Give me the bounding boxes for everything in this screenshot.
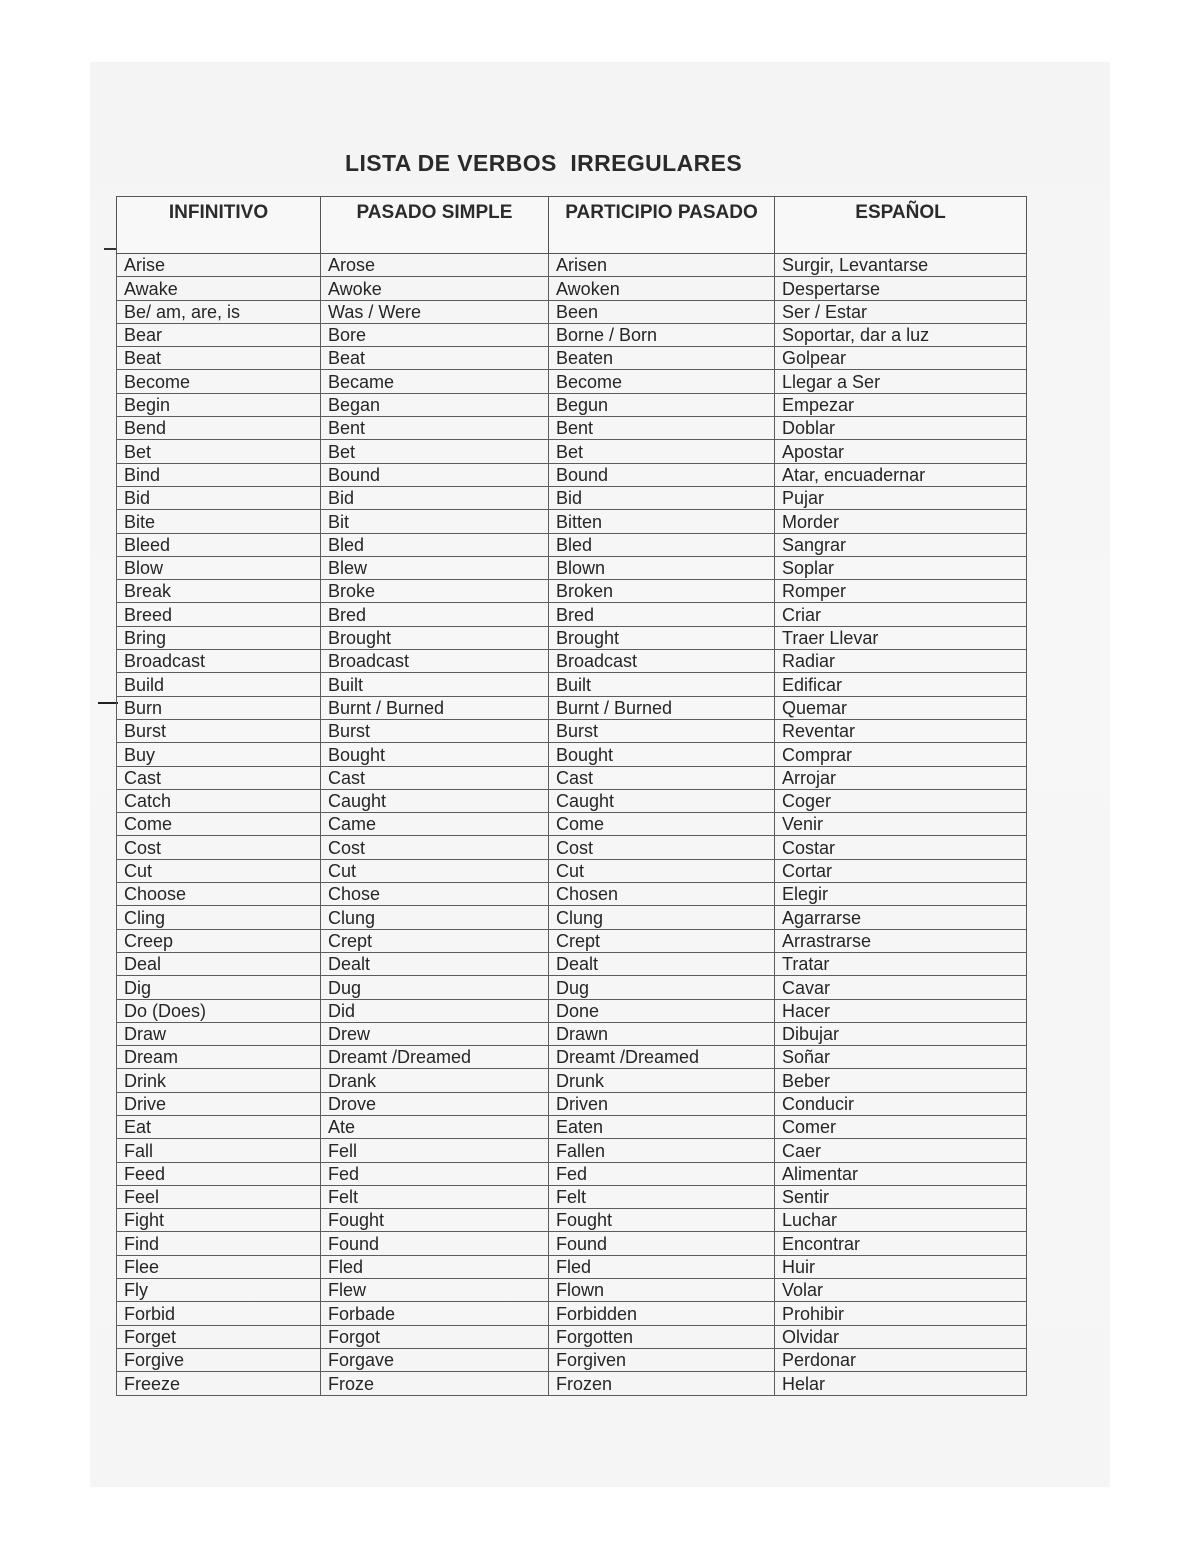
cell-infinitivo: Forget [117,1325,321,1348]
cell-participio-pasado: Forbidden [549,1302,775,1325]
cell-participio-pasado: Eaten [549,1115,775,1138]
cell-participio-pasado: Drunk [549,1069,775,1092]
cell-espanol: Venir [775,813,1027,836]
cell-pasado-simple: Fed [321,1162,549,1185]
table-row [117,1139,1027,1162]
cell-espanol: Prohibir [775,1302,1027,1325]
cell-pasado-simple: Forbade [321,1302,549,1325]
cell-infinitivo: Deal [117,952,321,975]
cell-infinitivo: Feed [117,1162,321,1185]
cell-pasado-simple: Dreamt /Dreamed [321,1046,549,1069]
cell-pasado-simple: Beat [321,347,549,370]
table-row [117,1372,1027,1395]
cell-pasado-simple: Fled [321,1255,549,1278]
table-row [117,1022,1027,1045]
cell-espanol: Cortar [775,859,1027,882]
cell-infinitivo: Breed [117,603,321,626]
cell-pasado-simple: Cast [321,766,549,789]
cell-espanol: Sentir [775,1185,1027,1208]
table-row [117,766,1027,789]
cell-participio-pasado: Forgiven [549,1348,775,1371]
table-row [117,1069,1027,1092]
cell-infinitivo: Bring [117,626,321,649]
table-row [117,556,1027,579]
irregular-verbs-table [116,196,1027,1396]
table-row [117,650,1027,673]
cell-participio-pasado: Bitten [549,510,775,533]
cell-espanol: Llegar a Ser [775,370,1027,393]
cell-infinitivo: Arise [117,254,321,277]
cell-infinitivo: Build [117,673,321,696]
header-espanol: ESPAÑOL [775,197,1027,254]
cell-participio-pasado: Dreamt /Dreamed [549,1046,775,1069]
cell-participio-pasado: Built [549,673,775,696]
cell-pasado-simple: Did [321,999,549,1022]
cell-pasado-simple: Arose [321,254,549,277]
cell-pasado-simple: Bet [321,440,549,463]
cell-espanol: Quemar [775,696,1027,719]
cell-participio-pasado: Cut [549,859,775,882]
cell-participio-pasado: Blown [549,556,775,579]
cell-pasado-simple: Bought [321,743,549,766]
cell-infinitivo: Fall [117,1139,321,1162]
cell-pasado-simple: Broadcast [321,650,549,673]
cell-espanol: Comer [775,1115,1027,1138]
table-row [117,1348,1027,1371]
cell-infinitivo: Buy [117,743,321,766]
table-row [117,580,1027,603]
cell-pasado-simple: Built [321,673,549,696]
cell-infinitivo: Feel [117,1185,321,1208]
cell-pasado-simple: Bled [321,533,549,556]
cell-espanol: Despertarse [775,277,1027,300]
cell-espanol: Elegir [775,883,1027,906]
cell-espanol: Radiar [775,650,1027,673]
cell-pasado-simple: Dealt [321,952,549,975]
cell-infinitivo: Cost [117,836,321,859]
table-body [117,254,1027,1396]
table-row [117,1092,1027,1115]
cell-infinitivo: Become [117,370,321,393]
cell-infinitivo: Fight [117,1209,321,1232]
cell-participio-pasado: Awoken [549,277,775,300]
cell-pasado-simple: Bore [321,323,549,346]
cell-infinitivo: Dig [117,976,321,999]
table-row [117,976,1027,999]
cell-pasado-simple: Came [321,813,549,836]
cell-pasado-simple: Blew [321,556,549,579]
cell-participio-pasado: Frozen [549,1372,775,1395]
cell-participio-pasado: Dug [549,976,775,999]
page-title: LISTA DE VERBOS IRREGULARES [345,150,743,176]
cell-participio-pasado: Clung [549,906,775,929]
cell-participio-pasado: Brought [549,626,775,649]
cell-participio-pasado: Bred [549,603,775,626]
cell-participio-pasado: Borne / Born [549,323,775,346]
cell-participio-pasado: Broken [549,580,775,603]
table-row [117,1232,1027,1255]
table-row [117,999,1027,1022]
cell-infinitivo: Bleed [117,533,321,556]
cell-infinitivo: Cast [117,766,321,789]
cell-pasado-simple: Dug [321,976,549,999]
cell-espanol: Morder [775,510,1027,533]
pen-mark [98,702,118,704]
cell-participio-pasado: Done [549,999,775,1022]
cell-participio-pasado: Caught [549,789,775,812]
header-participio-pasado: PARTICIPIO PASADO [549,197,775,254]
cell-infinitivo: Do (Does) [117,999,321,1022]
cell-pasado-simple: Drove [321,1092,549,1115]
table-row [117,1115,1027,1138]
table-header-row [117,197,1027,254]
table-row [117,277,1027,300]
cell-participio-pasado: Dealt [549,952,775,975]
cell-espanol: Conducir [775,1092,1027,1115]
table-row [117,510,1027,533]
table-row [117,1255,1027,1278]
cell-pasado-simple: Caught [321,789,549,812]
cell-infinitivo: Bite [117,510,321,533]
cell-pasado-simple: Crept [321,929,549,952]
table-row [117,929,1027,952]
cell-pasado-simple: Awoke [321,277,549,300]
table-row [117,370,1027,393]
table-row [117,1162,1027,1185]
cell-pasado-simple: Forgave [321,1348,549,1371]
cell-infinitivo: Drive [117,1092,321,1115]
table-row [117,673,1027,696]
cell-infinitivo: Be/ am, are, is [117,300,321,323]
cell-participio-pasado: Driven [549,1092,775,1115]
cell-espanol: Huir [775,1255,1027,1278]
table-row [117,323,1027,346]
cell-participio-pasado: Forgotten [549,1325,775,1348]
cell-participio-pasado: Bid [549,486,775,509]
cell-infinitivo: Fly [117,1279,321,1302]
cell-espanol: Dibujar [775,1022,1027,1045]
cell-participio-pasado: Beaten [549,347,775,370]
table-row [117,1325,1027,1348]
cell-pasado-simple: Burnt / Burned [321,696,549,719]
cell-espanol: Costar [775,836,1027,859]
cell-pasado-simple: Brought [321,626,549,649]
cell-espanol: Tratar [775,952,1027,975]
cell-espanol: Surgir, Levantarse [775,254,1027,277]
cell-espanol: Apostar [775,440,1027,463]
cell-infinitivo: Drink [117,1069,321,1092]
cell-pasado-simple: Chose [321,883,549,906]
cell-participio-pasado: Burnt / Burned [549,696,775,719]
cell-infinitivo: Choose [117,883,321,906]
cell-espanol: Helar [775,1372,1027,1395]
table-row [117,440,1027,463]
cell-participio-pasado: Been [549,300,775,323]
cell-pasado-simple: Was / Were [321,300,549,323]
cell-espanol: Soñar [775,1046,1027,1069]
cell-espanol: Arrojar [775,766,1027,789]
cell-pasado-simple: Cut [321,859,549,882]
table-row [117,906,1027,929]
cell-participio-pasado: Come [549,813,775,836]
cell-infinitivo: Burst [117,719,321,742]
cell-espanol: Encontrar [775,1232,1027,1255]
cell-infinitivo: Draw [117,1022,321,1045]
table-row [117,952,1027,975]
cell-infinitivo: Beat [117,347,321,370]
table-row [117,603,1027,626]
cell-pasado-simple: Froze [321,1372,549,1395]
table-row [117,626,1027,649]
cell-infinitivo: Broadcast [117,650,321,673]
cell-espanol: Sangrar [775,533,1027,556]
cell-participio-pasado: Arisen [549,254,775,277]
cell-infinitivo: Catch [117,789,321,812]
cell-infinitivo: Blow [117,556,321,579]
cell-pasado-simple: Flew [321,1279,549,1302]
cell-pasado-simple: Felt [321,1185,549,1208]
cell-participio-pasado: Cost [549,836,775,859]
cell-participio-pasado: Fallen [549,1139,775,1162]
cell-infinitivo: Eat [117,1115,321,1138]
cell-espanol: Luchar [775,1209,1027,1232]
cell-espanol: Arrastrarse [775,929,1027,952]
cell-pasado-simple: Clung [321,906,549,929]
cell-participio-pasado: Burst [549,719,775,742]
cell-pasado-simple: Forgot [321,1325,549,1348]
cell-pasado-simple: Bit [321,510,549,533]
cell-espanol: Golpear [775,347,1027,370]
cell-infinitivo: Bind [117,463,321,486]
table-row [117,463,1027,486]
cell-pasado-simple: Broke [321,580,549,603]
table-row [117,883,1027,906]
cell-espanol: Hacer [775,999,1027,1022]
cell-espanol: Cavar [775,976,1027,999]
cell-espanol: Atar, encuadernar [775,463,1027,486]
table-row [117,1302,1027,1325]
cell-participio-pasado: Flown [549,1279,775,1302]
table-row [117,347,1027,370]
cell-espanol: Soportar, dar a luz [775,323,1027,346]
cell-participio-pasado: Chosen [549,883,775,906]
table-row [117,813,1027,836]
cell-infinitivo: Bid [117,486,321,509]
table-row [117,859,1027,882]
table-row [117,696,1027,719]
table-row [117,254,1027,277]
cell-espanol: Olvidar [775,1325,1027,1348]
cell-pasado-simple: Cost [321,836,549,859]
table-row [117,789,1027,812]
cell-participio-pasado: Bought [549,743,775,766]
table-row [117,300,1027,323]
table-row [117,533,1027,556]
table-row [117,393,1027,416]
cell-espanol: Ser / Estar [775,300,1027,323]
cell-participio-pasado: Begun [549,393,775,416]
cell-espanol: Soplar [775,556,1027,579]
cell-participio-pasado: Bled [549,533,775,556]
cell-infinitivo: Bear [117,323,321,346]
table-row [117,836,1027,859]
cell-pasado-simple: Ate [321,1115,549,1138]
cell-espanol: Beber [775,1069,1027,1092]
table-row [117,486,1027,509]
cell-pasado-simple: Fought [321,1209,549,1232]
cell-infinitivo: Begin [117,393,321,416]
cell-infinitivo: Dream [117,1046,321,1069]
cell-participio-pasado: Drawn [549,1022,775,1045]
cell-participio-pasado: Become [549,370,775,393]
cell-pasado-simple: Began [321,393,549,416]
cell-participio-pasado: Bent [549,417,775,440]
cell-espanol: Criar [775,603,1027,626]
cell-espanol: Volar [775,1279,1027,1302]
table-row [117,417,1027,440]
table-row [117,1046,1027,1069]
cell-infinitivo: Freeze [117,1372,321,1395]
cell-participio-pasado: Felt [549,1185,775,1208]
cell-pasado-simple: Bid [321,486,549,509]
cell-pasado-simple: Bent [321,417,549,440]
cell-infinitivo: Burn [117,696,321,719]
cell-infinitivo: Come [117,813,321,836]
header-pasado-simple: PASADO SIMPLE [321,197,549,254]
cell-infinitivo: Bend [117,417,321,440]
cell-infinitivo: Cling [117,906,321,929]
cell-pasado-simple: Bound [321,463,549,486]
cell-espanol: Comprar [775,743,1027,766]
cell-infinitivo: Find [117,1232,321,1255]
cell-pasado-simple: Drank [321,1069,549,1092]
header-infinitivo: INFINITIVO [117,197,321,254]
cell-espanol: Pujar [775,486,1027,509]
cell-infinitivo: Bet [117,440,321,463]
cell-infinitivo: Flee [117,1255,321,1278]
cell-espanol: Perdonar [775,1348,1027,1371]
cell-espanol: Edificar [775,673,1027,696]
cell-pasado-simple: Fell [321,1139,549,1162]
cell-espanol: Traer Llevar [775,626,1027,649]
cell-pasado-simple: Became [321,370,549,393]
cell-participio-pasado: Cast [549,766,775,789]
cell-pasado-simple: Found [321,1232,549,1255]
cell-participio-pasado: Bet [549,440,775,463]
cell-infinitivo: Forgive [117,1348,321,1371]
cell-infinitivo: Awake [117,277,321,300]
cell-participio-pasado: Fled [549,1255,775,1278]
cell-espanol: Reventar [775,719,1027,742]
cell-participio-pasado: Fed [549,1162,775,1185]
cell-espanol: Doblar [775,417,1027,440]
cell-pasado-simple: Burst [321,719,549,742]
cell-participio-pasado: Crept [549,929,775,952]
table-row [117,743,1027,766]
cell-participio-pasado: Found [549,1232,775,1255]
cell-pasado-simple: Bred [321,603,549,626]
table-row [117,1185,1027,1208]
cell-espanol: Coger [775,789,1027,812]
cell-espanol: Empezar [775,393,1027,416]
cell-espanol: Agarrarse [775,906,1027,929]
cell-pasado-simple: Drew [321,1022,549,1045]
table-row [117,719,1027,742]
cell-infinitivo: Break [117,580,321,603]
cell-infinitivo: Creep [117,929,321,952]
cell-infinitivo: Cut [117,859,321,882]
table-row [117,1279,1027,1302]
cell-participio-pasado: Bound [549,463,775,486]
cell-participio-pasado: Fought [549,1209,775,1232]
cell-infinitivo: Forbid [117,1302,321,1325]
cell-espanol: Romper [775,580,1027,603]
cell-espanol: Caer [775,1139,1027,1162]
cell-participio-pasado: Broadcast [549,650,775,673]
table-row [117,1209,1027,1232]
cell-espanol: Alimentar [775,1162,1027,1185]
